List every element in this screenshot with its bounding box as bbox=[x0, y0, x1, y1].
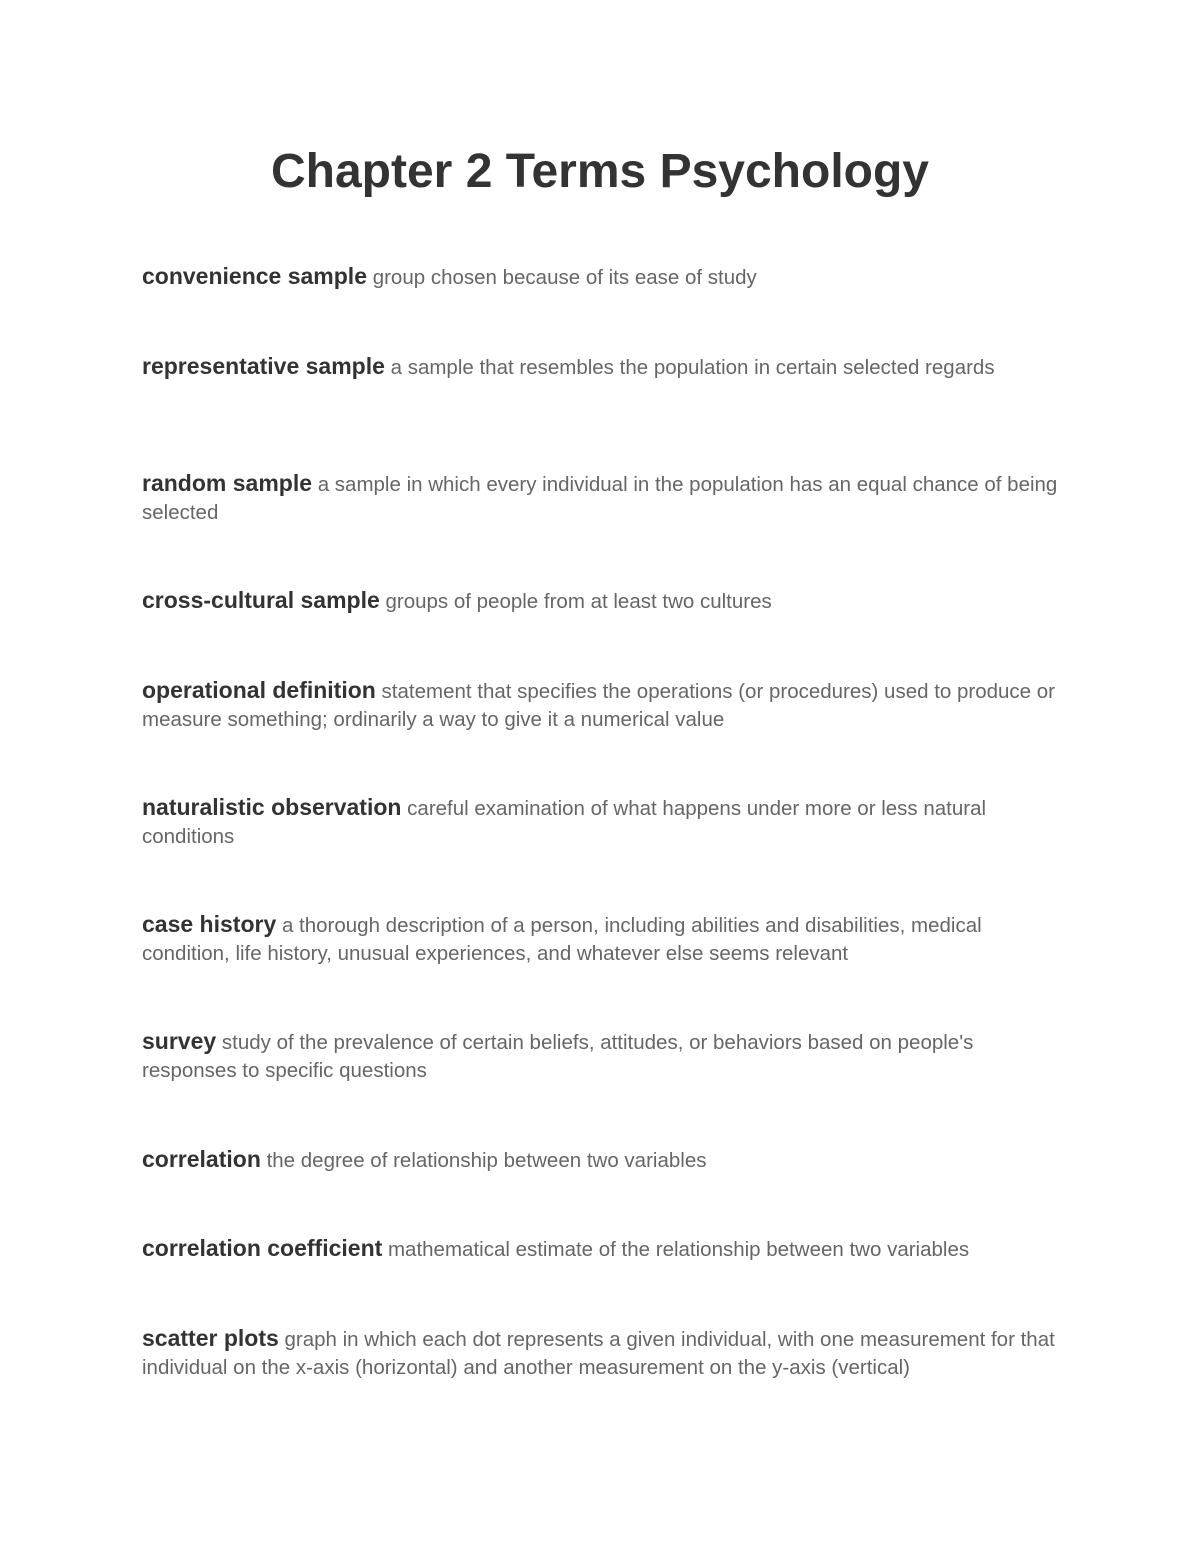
term-label: random sample bbox=[142, 470, 312, 496]
term-label: correlation coefficient bbox=[142, 1235, 383, 1261]
term-definition: mathematical estimate of the relationship between two variables bbox=[387, 1238, 970, 1261]
term-entry-cross-cultural-sample bbox=[142, 586, 1067, 616]
term-entry-convenience-sample bbox=[142, 262, 1067, 292]
term-label: survey bbox=[142, 1028, 217, 1054]
term-label: naturalistic observation bbox=[142, 794, 402, 820]
term-definition: graph in which each dot represents a given individual, with one measurement for that individual on the x-axis (horizontal) and another measurement on the y-axis (vertical) bbox=[142, 1328, 1055, 1379]
term-definition: statement that specifies the operations (or procedures) used to produce or measure something; ordinarily a way to give it a numerical value bbox=[142, 680, 1056, 731]
term-definition: the degree of relationship between two variables bbox=[266, 1149, 707, 1172]
term-definition: a sample in which every individual in the population has an equal chance of being selected bbox=[142, 473, 1058, 524]
term-entry-random-sample bbox=[142, 469, 1067, 527]
term-label: scatter plots bbox=[142, 1325, 279, 1351]
term-label: representative sample bbox=[142, 353, 385, 379]
term-entry-correlation-coefficient bbox=[142, 1234, 1067, 1264]
term-definition: a thorough description of a person, including abilities and disabilities, medical condition, life history, unusual experiences, and whatever else seems relevant bbox=[142, 914, 982, 965]
term-definition: groups of people from at least two cultures bbox=[385, 590, 772, 613]
term-entry-scatter-plots bbox=[142, 1324, 1067, 1382]
term-entry-case-history bbox=[142, 910, 1067, 968]
term-label: cross-cultural sample bbox=[142, 587, 380, 613]
term-label: case history bbox=[142, 911, 277, 937]
term-definition: careful examination of what happens under more or less natural conditions bbox=[142, 797, 987, 848]
term-entry-survey bbox=[142, 1027, 1067, 1085]
term-definition: group chosen because of its ease of study bbox=[372, 266, 757, 289]
term-entry-operational-definition bbox=[142, 676, 1067, 734]
term-entry-naturalistic-observation bbox=[142, 793, 1067, 851]
page-title: Chapter 2 Terms Psychology bbox=[271, 145, 929, 198]
term-label: correlation bbox=[142, 1146, 261, 1172]
term-label: operational definition bbox=[142, 677, 376, 703]
term-label: convenience sample bbox=[142, 263, 367, 289]
term-definition: a sample that resembles the population in certain selected regards bbox=[390, 356, 995, 379]
term-entry-correlation bbox=[142, 1145, 1067, 1175]
term-entry-representative-sample bbox=[142, 352, 1067, 382]
term-definition: study of the prevalence of certain beliefs, attitudes, or behaviors based on people's responses to specific questions bbox=[142, 1031, 974, 1082]
